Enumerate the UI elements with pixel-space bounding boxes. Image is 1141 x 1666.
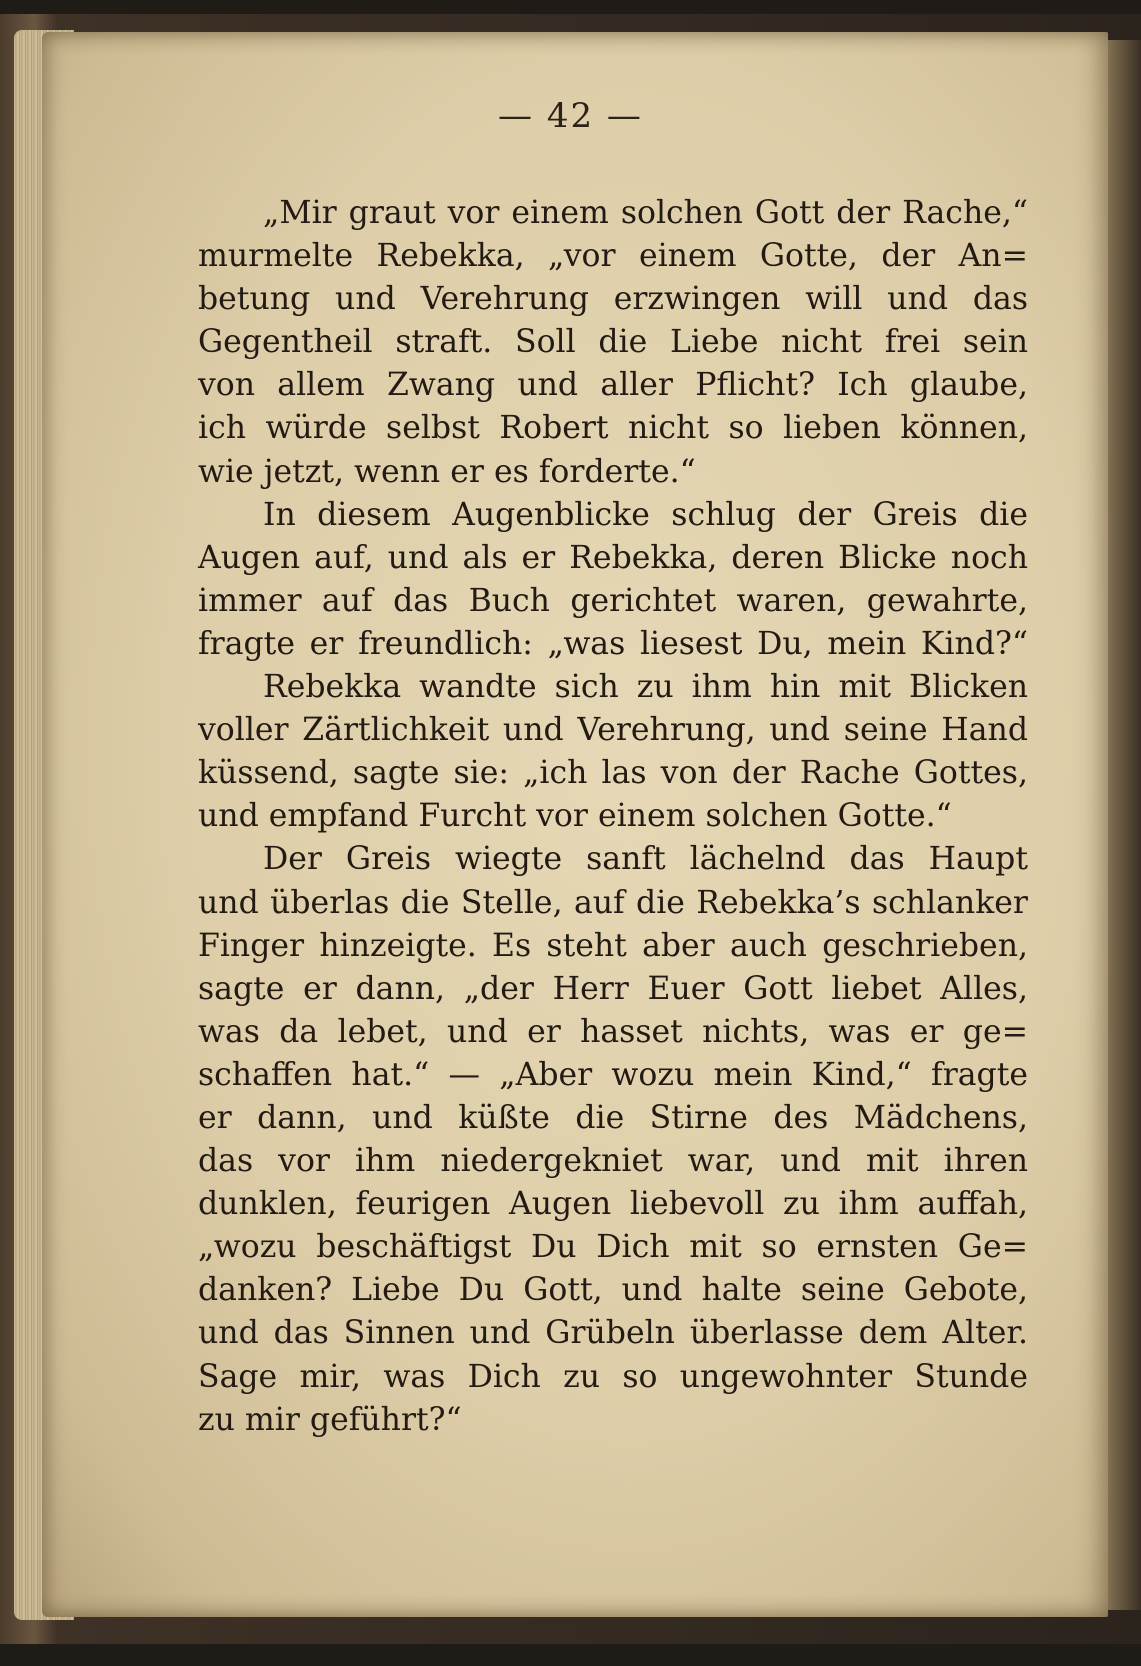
text-line: küssend, sagte sie: „ich las von der Rache Gottes, [198,755,1028,792]
text-line: Sage mir, was Dich zu so ungewohnter Stunde [198,1358,1028,1395]
text-line: „wozu beschäftigst Du Dich mit so ernsten Ge= [198,1229,1028,1266]
body-text [198,192,1028,1442]
text-line: Rebekka wandte sich zu ihm hin mit Blicken [263,669,1028,706]
text-line: das vor ihm niedergekniet war, und mit ihren [198,1143,1028,1180]
text-line: Der Greis wiegte sanft lächelnd das Haupt [263,841,1028,878]
page-number: — 42 — [498,96,643,136]
text-line: murmelte Rebekka, „vor einem Gotte, der An= [198,238,1028,275]
text-line: dunklen, feurigen Augen liebevoll zu ihm auffah, [198,1186,1028,1223]
text-line: und empfand Furcht vor einem solchen Gotte.“ [198,798,952,835]
text-line: von allem Zwang und aller Pflicht? Ich glaube, [198,367,1028,404]
text-line: zu mir geführt?“ [198,1401,462,1438]
text-line: wie jetzt, wenn er es forderte.“ [198,453,696,490]
text-line: „Mir graut vor einem solchen Gott der Rache,“ [263,195,1028,231]
text-line: fragte er freundlich: „was liesest Du, mein Kind?“ [198,625,1028,662]
text-line: Gegentheil straft. Soll die Liebe nicht frei sein [198,324,1028,361]
text-line: immer auf das Buch gerichtet waren, gewahrte, [198,582,1028,619]
text-line: und überlas die Stelle, auf die Rebekka’s schlanker [198,884,1028,921]
text-line: sagte er dann, „der Herr Euer Gott liebet Alles, [198,970,1028,1007]
text-line: und das Sinnen und Grübeln überlasse dem Alter. [198,1315,1028,1352]
text-line: voller Zärtlichkeit und Verehrung, und seine Hand [198,712,1028,749]
text-line: In diesem Augenblicke schlug der Greis die [263,496,1028,533]
text-line: ich würde selbst Robert nicht so lieben können, [198,410,1028,447]
text-line: Finger hinzeigte. Es steht aber auch geschrieben, [198,927,1028,964]
text-line: was da lebet, und er hasset nichts, was er ge= [198,1013,1028,1050]
text-line: Augen auf, und als er Rebekka, deren Blicke noch [198,539,1028,576]
text-line: er dann, und küßte die Stirne des Mädchens, [198,1099,1028,1136]
text-line: danken? Liebe Du Gott, und halte seine Gebote, [198,1272,1028,1309]
text-line: schaffen hat.“ — „Aber wozu mein Kind,“ fragte [198,1056,1028,1093]
text-line: betung und Verehrung erzwingen will und das [198,281,1028,318]
